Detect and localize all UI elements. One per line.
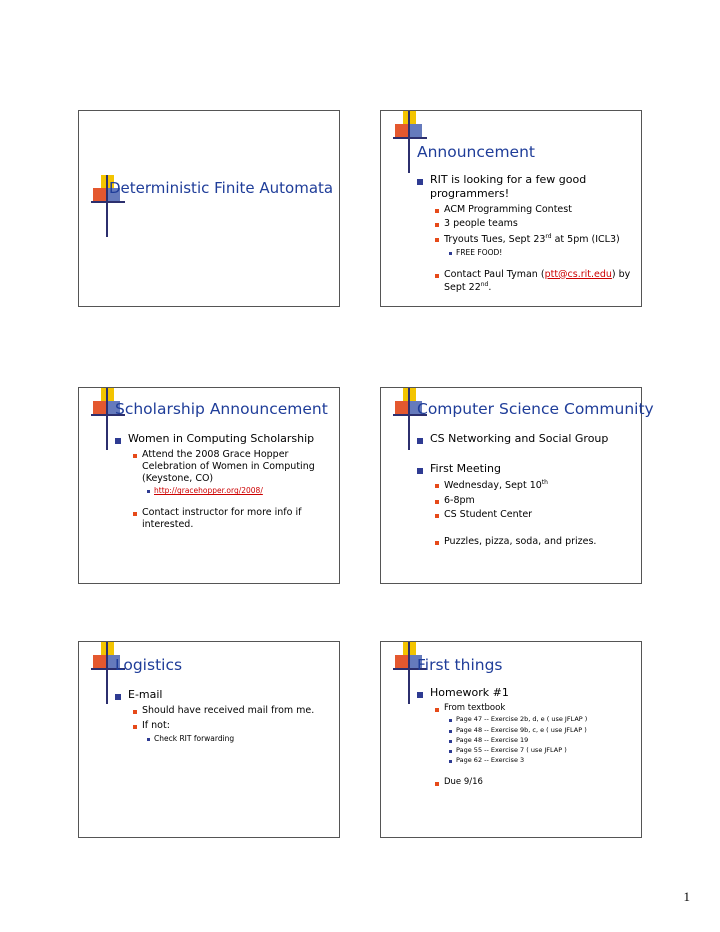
bullet: Should have received mail from me. — [114, 705, 336, 717]
slide-4 — [380, 387, 654, 584]
list-item: Page 48 -- Exercise 9b, c, e ( use JFLAP ) — [416, 726, 638, 734]
gracehopper-link[interactable]: http://gracehopper.org/2008/ — [154, 486, 263, 496]
bullet: Check RIT forwarding — [114, 734, 336, 743]
list-item: Page 48 -- Exercise 19 — [416, 736, 638, 744]
bullet: RIT is looking for a few good programmers! — [416, 173, 638, 201]
bullet: Tryouts Tues, Sept 23rd at 5pm (ICL3) — [416, 233, 638, 246]
bullet: From textbook — [416, 703, 638, 714]
bullet: ACM Programming Contest — [416, 204, 638, 216]
bullet: Contact Paul Tyman (ptt@cs.rit.edu) by Sept 22nd. — [416, 269, 638, 294]
bullet — [114, 486, 336, 495]
slide-5 — [78, 641, 340, 838]
slide-2 — [380, 110, 642, 307]
bullet: E-mail — [114, 688, 336, 702]
slide-content — [114, 682, 336, 743]
slide-title: Deterministic Finite Automata — [109, 179, 334, 197]
bullet: Puzzles, pizza, soda, and prizes. — [416, 536, 638, 548]
bullet: Due 9/16 — [416, 777, 638, 788]
bullet: Homework #1 — [416, 686, 638, 700]
bullet: CS Student Center — [416, 509, 638, 521]
list-item: Page 55 -- Exercise 7 ( use JFLAP ) — [416, 746, 638, 754]
slide-6 — [380, 641, 642, 838]
bullet: 6-8pm — [416, 495, 638, 507]
page-number: 1 — [683, 889, 690, 904]
bullet: 3 people teams — [416, 218, 638, 230]
bullet: Wednesday, Sept 10th — [416, 479, 638, 492]
list-item: Page 47 -- Exercise 2b, d, e ( use JFLAP ) — [416, 715, 638, 723]
bullet: If not: — [114, 720, 336, 732]
slide-content — [416, 167, 638, 294]
slide-content — [416, 426, 638, 548]
bullet: CS Networking and Social Group — [416, 432, 638, 446]
slide-3 — [78, 387, 340, 584]
slide-title: Scholarship Announcement — [115, 400, 328, 418]
slide-title: First things — [417, 656, 503, 674]
bullet: Contact instructor for more info if interested. — [114, 507, 336, 531]
bullet: FREE FOOD! — [416, 248, 638, 257]
email-link[interactable]: ptt@cs.rit.edu — [544, 268, 612, 280]
slide-1 — [78, 110, 340, 307]
list-item: Page 62 -- Exercise 3 — [416, 756, 638, 764]
slide-title: Logistics — [115, 656, 183, 674]
slide-content — [416, 680, 638, 788]
slide-logo-icon — [393, 111, 427, 173]
bullet: Attend the 2008 Grace Hopper Celebration of Women in Computing (Keystone, CO) — [114, 449, 336, 485]
bullet: Women in Computing Scholarship — [114, 432, 336, 446]
slide-content — [114, 426, 336, 531]
bullet: First Meeting — [416, 462, 638, 476]
slide-title: Announcement — [417, 143, 535, 161]
slide-title: Computer Science Community — [417, 400, 654, 418]
